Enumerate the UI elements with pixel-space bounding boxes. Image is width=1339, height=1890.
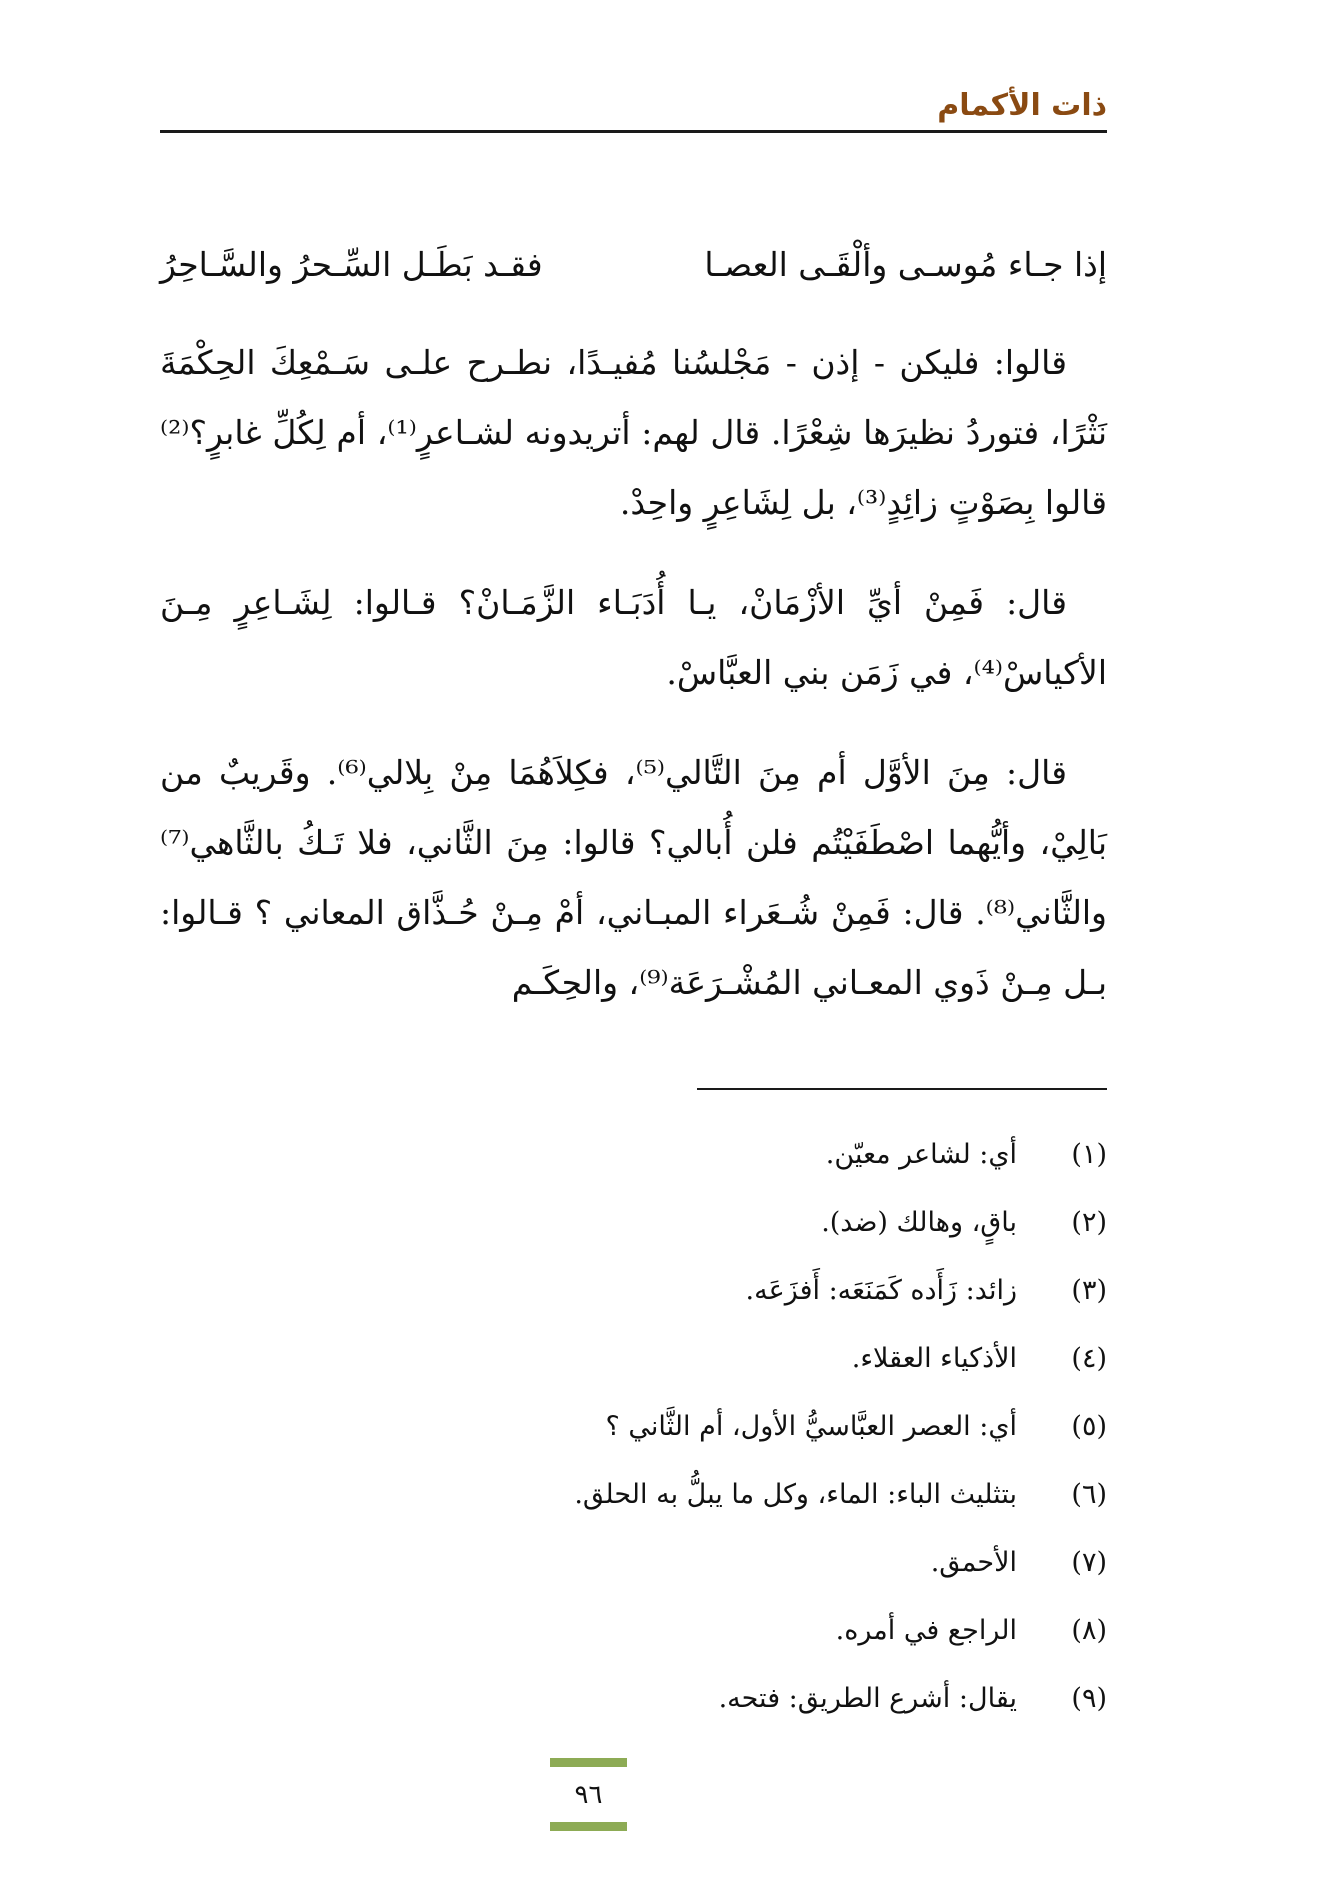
footnote-2 (307, 1188, 1107, 1256)
running-title: ذات الأكمام (937, 88, 1107, 123)
footnote-text: زائد: زَأَده كَمَنَعَه: أَفزَعَه. (745, 1274, 1017, 1306)
footnote-number: (٤) (1071, 1342, 1107, 1374)
footnote-text: يقال: أشرع الطريق: فتحه. (718, 1682, 1017, 1714)
footnote-number: (٣) (1071, 1274, 1107, 1306)
footnote-4 (307, 1324, 1107, 1392)
poetry-verse (160, 230, 1107, 300)
footer-bar-top (550, 1758, 627, 1767)
footnote-text: باقٍ، وهالك (ضد). (821, 1206, 1017, 1238)
footnotes-list (307, 1120, 1107, 1732)
footnote-text: بتثليث الباء: الماء، وكل ما يبلُّ به الحلق. (574, 1478, 1017, 1510)
footnote-text: الأذكياء العقلاء. (851, 1342, 1017, 1374)
footer-bar-bottom (550, 1822, 627, 1831)
footnote-7 (307, 1528, 1107, 1596)
footnote-6 (307, 1460, 1107, 1528)
header-rule (160, 130, 1107, 133)
paragraph-1: قالوا: فليكن - إذن - مَجْلسُنا مُفيـدًا، نطـرح علـى سَـمْعِكَ الحِكْمَةَ نَثْرًا، فتوردُ نظيرَها شِعْرًا. قال لهم: أتريدونه لشـاعرٍ⁽¹⁾، أم لِكُلِّ غابرٍ؟⁽²⁾ قالوا بِصَوْتٍ زائِدٍ⁽³⁾، بل لِشَاعِرٍ واحِدْ. (160, 343, 1108, 522)
footnote-number: (٦) (1071, 1478, 1107, 1510)
footnote-3 (307, 1256, 1107, 1324)
verse-left-hemistich: فقـد بَطَـل السِّـحرُ والسَّـاحِرُ (160, 245, 543, 284)
main-text (160, 230, 1107, 1048)
footnote-text: أي: لشاعر معيّن. (825, 1138, 1017, 1170)
footnote-9 (307, 1664, 1107, 1732)
footnote-5 (307, 1392, 1107, 1460)
footnote-number: (٨) (1071, 1614, 1107, 1646)
footnote-number: (٥) (1071, 1410, 1107, 1442)
footnote-number: (٧) (1071, 1546, 1107, 1578)
footnote-1 (307, 1120, 1107, 1188)
paragraph-3: قال: مِنَ الأوَّل أم مِنَ التَّالي⁽⁵⁾، فكِلاَهُمَا مِنْ بِلالي⁽⁶⁾. وقَريبٌ من بَالِيْ، وأيُّهما اصْطَفَيْتُم فلن أُبالي؟ قالوا: مِنَ الثَّاني، فلا تَـكُ بالثَّاهي⁽⁷⁾ والثَّاني⁽⁸⁾. قال: فَمِنْ شُـعَراء المبـاني، أمْ مِـنْ حُـذَّاق المعاني ؟ قـالوا: بـل مِـنْ ذَوي المعـاني المُشْـرَعَة⁽⁹⁾، والحِكَـم (160, 753, 1108, 1002)
footnote-number: (٢) (1071, 1206, 1107, 1238)
footnote-separator (697, 1088, 1107, 1090)
footnote-text: الراجع في أمره. (835, 1614, 1017, 1646)
verse-right-hemistich: إذا جـاء مُوسـى وألْقَـى العصـا (704, 245, 1107, 284)
footnote-number: (٩) (1071, 1682, 1107, 1714)
page-number: ٩٦ (574, 1780, 603, 1810)
footnote-number: (١) (1071, 1138, 1107, 1170)
paragraph-2: قال: فَمِنْ أيِّ الأزْمَانْ، يـا أُدَبَـاء الزَّمَـانْ؟ قـالوا: لِشَـاعِرٍ مِـنَ الأكياسْ⁽⁴⁾، في زَمَن بني العبَّاسْ. (160, 583, 1107, 692)
footnote-8 (307, 1596, 1107, 1664)
footnote-text: أي: العصر العبَّاسيُّ الأول، أم الثَّاني ؟ (605, 1410, 1017, 1442)
footnote-text: الأحمق. (930, 1546, 1017, 1578)
